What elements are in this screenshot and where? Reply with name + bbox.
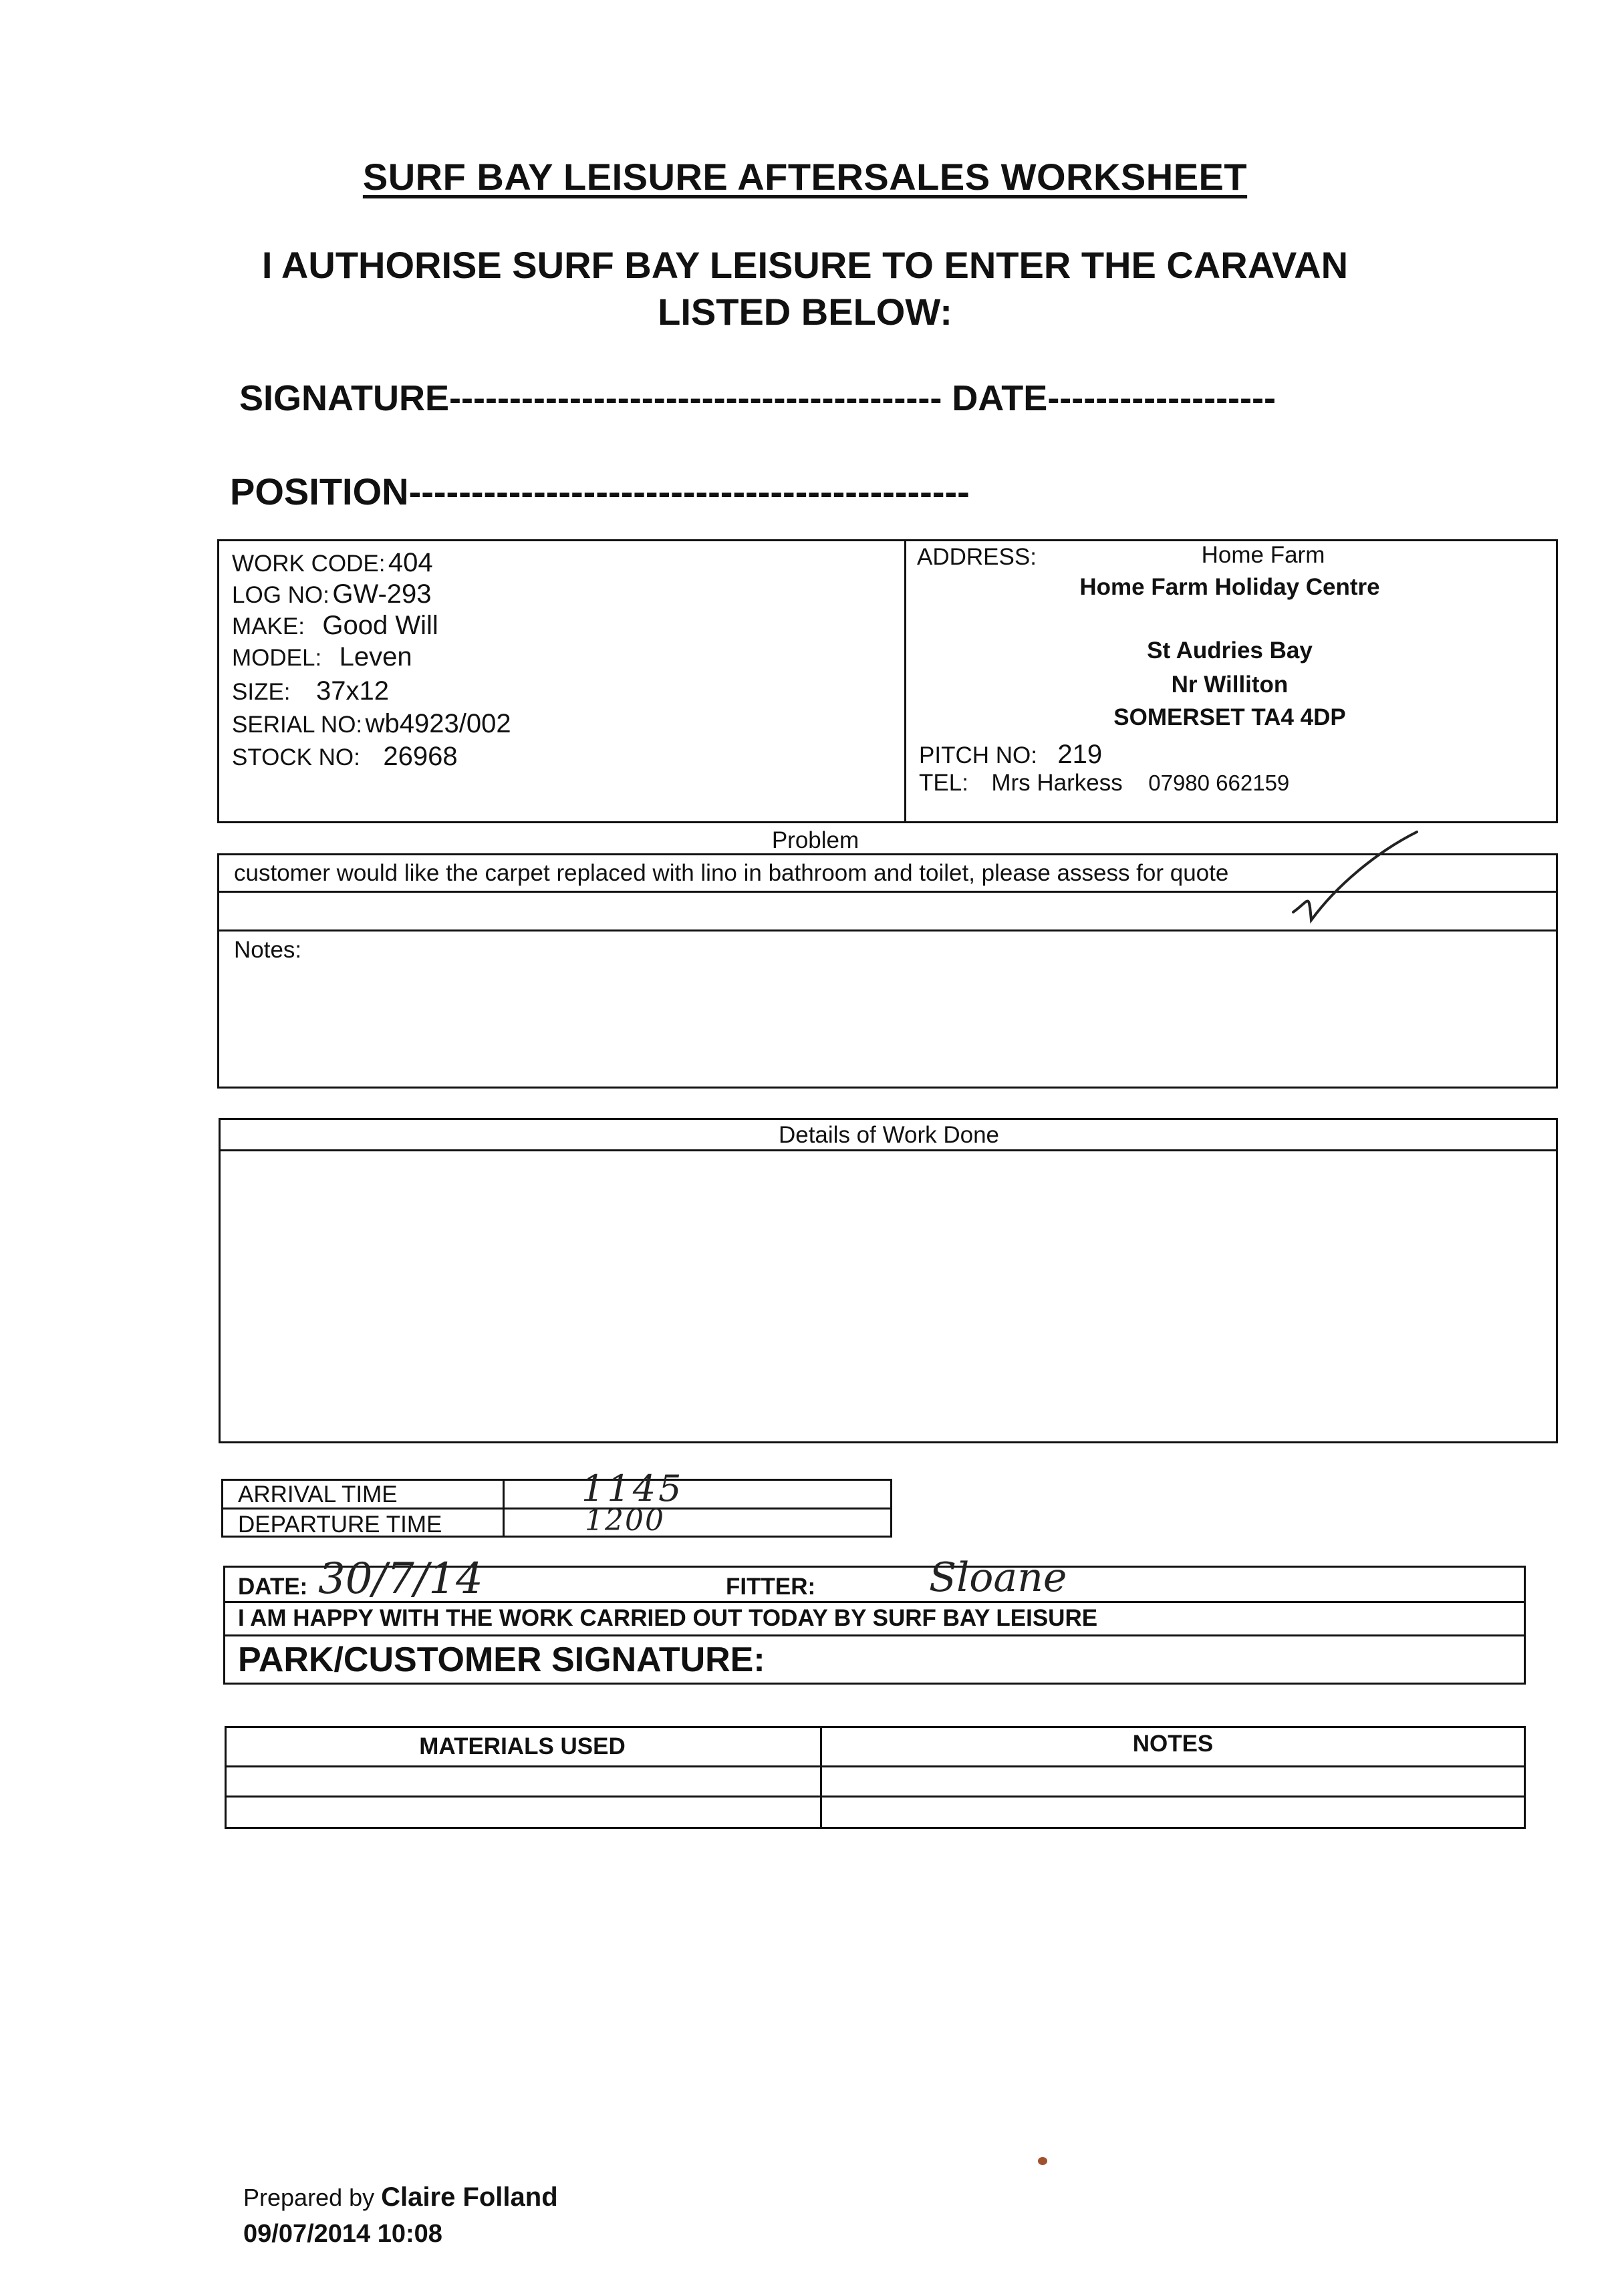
work-code-value: 404 [388,548,433,577]
address-line-1: Home Farm [1201,542,1325,568]
materials-used-header: MATERIALS USED [419,1733,626,1759]
customer-signature-field[interactable] [829,1638,1517,1680]
prepared-by [243,2182,558,2212]
satisfaction-statement: I AM HAPPY WITH THE WORK CARRIED OUT TODAY BY SURF BAY LEISURE [238,1605,1098,1631]
ink-spot [1038,2157,1047,2165]
work-done-area[interactable] [224,1154,1553,1440]
prepared-by-name: Claire Folland [381,2182,558,2212]
work-code-row [232,548,433,578]
departure-time-value: 1200 [585,1503,665,1538]
materials-row-divider-2 [225,1796,1526,1798]
size-row [232,676,389,706]
address-label: ADDRESS: [917,544,1037,570]
authorisation-line-2: LISTED BELOW: [658,291,952,333]
departure-time-label: DEPARTURE TIME [238,1512,442,1538]
tel-label: TEL: [919,770,968,796]
date-label: DATE [952,378,1048,418]
signoff-date-label: DATE: [238,1574,308,1600]
size-value: 37x12 [315,676,389,706]
position-blank[interactable]: --------------------------------------------- [408,470,970,513]
arrival-time-label: ARRIVAL TIME [238,1481,398,1508]
position-label: POSITION [230,470,409,513]
worksheet-title: SURF BAY LEISURE AFTERSALES WORKSHEET [362,156,1248,198]
work-done-divider [219,1149,1558,1151]
work-done-heading: Details of Work Done [778,1122,1000,1148]
materials-row-divider-1 [225,1765,1526,1767]
problem-divider-2 [217,929,1558,931]
arrival-time-value: 1145 [581,1467,684,1510]
tel-row [919,770,1289,797]
signature-date-line [239,378,1276,419]
date-blank[interactable]: ------------------- [1047,378,1276,418]
make-label: MAKE: [232,613,305,639]
make-row [232,611,438,641]
log-no-row [232,579,432,609]
signoff-date-value: 30/7/14 [318,1554,483,1604]
size-label: SIZE: [232,679,291,705]
checkmark-icon [1283,825,1424,925]
serial-no-value: wb4923/002 [365,709,511,738]
log-no-value: GW-293 [332,579,432,609]
details-divider [904,539,906,823]
model-label: MODEL: [232,645,322,671]
notes-label: Notes: [234,937,302,963]
stock-no-label: STOCK NO: [232,744,360,770]
stock-no-value: 26968 [383,742,458,771]
tel-number: 07980 662159 [1148,770,1290,795]
signature-label: SIGNATURE [239,378,450,418]
signoff-divider-2 [223,1634,1526,1636]
model-row [232,642,412,672]
serial-no-label: SERIAL NO: [232,712,363,738]
serial-no-row [232,709,511,739]
address-line-4: Nr Williton [1171,672,1289,698]
make-value: Good Will [322,611,438,640]
work-code-label: WORK CODE: [232,551,386,577]
pitch-no-label: PITCH NO: [919,742,1037,768]
pitch-no-value: 219 [1057,740,1103,769]
problem-text: customer would like the carpet replaced with lino in bathroom and toilet, please assess for quote [234,860,1229,886]
customer-signature-label: PARK/CUSTOMER SIGNATURE: [238,1640,765,1679]
stock-no-row [232,742,458,772]
fitter-label: FITTER: [726,1574,816,1600]
signature-blank[interactable]: ----------------------------------------- [449,378,942,418]
pitch-no-row [919,740,1102,770]
authorisation-statement [0,242,1610,335]
prepared-by-label: Prepared by [243,2184,375,2211]
materials-notes-header: NOTES [1132,1731,1214,1757]
model-value: Leven [339,642,412,672]
log-no-label: LOG NO: [232,582,329,608]
address-line-3: St Audries Bay [1147,637,1313,664]
position-line [230,470,970,513]
problem-heading: Problem [771,827,859,853]
address-line-5: SOMERSET TA4 4DP [1113,704,1346,730]
address-line-2: Home Farm Holiday Centre [1079,574,1380,600]
fitter-value: Sloane [929,1554,1067,1601]
prepared-timestamp: 09/07/2014 10:08 [243,2220,442,2248]
times-col-divider [503,1479,505,1538]
tel-name: Mrs Harkess [991,770,1123,796]
authorisation-line-1: I AUTHORISE SURF BAY LEISURE TO ENTER THE CARAVAN [261,244,1349,286]
